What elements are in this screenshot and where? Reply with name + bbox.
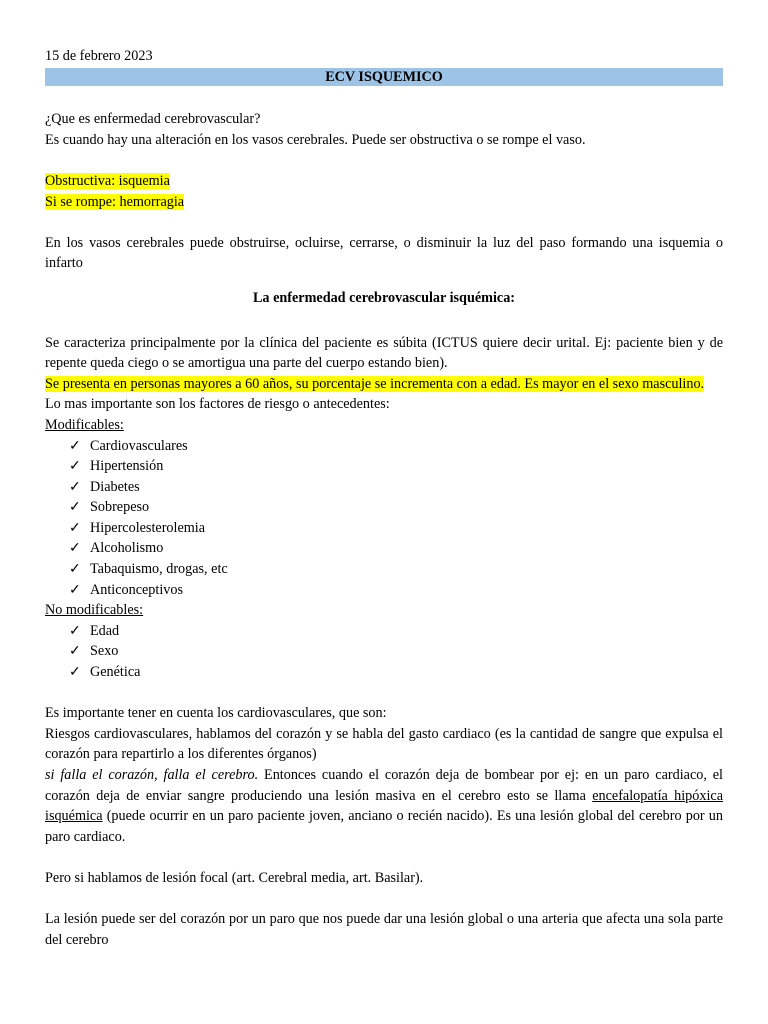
checkmark-icon: ✓	[69, 622, 81, 639]
risk-factor-item	[69, 538, 723, 559]
risk-factor-label: Anticonceptivos	[90, 581, 183, 598]
risk-factor-item	[69, 497, 723, 518]
risk-factor-label: Edad	[90, 622, 120, 639]
non-modifiable-list	[45, 621, 723, 683]
heart-text-2: (puede ocurrir en un paro paciente joven, anciano o recién nacido). Es una lesión global del cerebro por un paro cardiaco.	[45, 808, 723, 845]
checkmark-icon: ✓	[69, 478, 81, 495]
document-page	[45, 46, 723, 950]
vessels-paragraph: En los vasos cerebrales puede obstruirse, ocluirse, cerrarse, o disminuir la luz del paso formando una isquemia o infarto	[45, 234, 723, 272]
checkmark-icon: ✓	[69, 437, 81, 454]
risk-factor-item	[69, 477, 723, 498]
risk-factor-item	[69, 641, 723, 662]
checkmark-icon: ✓	[69, 581, 81, 598]
cardio-intro: Es importante tener en cuenta los cardiovasculares, que son:	[45, 705, 387, 722]
obstructive-line	[45, 171, 723, 192]
characteristic-paragraph: Se caracteriza principalmente por la clínica del paciente es súbita (ICTUS quiere decir urital. Ej: paciente bien y de repente queda ciego o se amortigua una parte del cuerpo estando bien).	[45, 334, 723, 372]
checkmark-icon: ✓	[69, 519, 81, 536]
definition-line: Es cuando hay una alteración en los vasos cerebrales. Puede ser obstructiva o se rompe el vaso.	[45, 131, 586, 148]
obstructive-highlight: Obstructiva: isquemia	[45, 172, 170, 189]
heart-failure-paragraph	[45, 765, 723, 847]
risk-factor-label: Alcoholismo	[90, 540, 164, 557]
risk-factor-label: Sexo	[90, 643, 119, 660]
non-modifiable-label: No modificables:	[45, 602, 144, 619]
age-highlight: Se presenta en personas mayores a 60 años, su porcentaje se incrementa con a edad. Es mayor en el sexo masculino.	[45, 375, 705, 392]
document-title: ECV ISQUEMICO	[45, 68, 723, 86]
risk-factor-item	[69, 621, 723, 642]
risk-factor-item	[69, 559, 723, 580]
checkmark-icon: ✓	[69, 643, 81, 660]
heart-underlined: encefalopatía hipóxica isquémica	[45, 787, 724, 825]
heart-italic: si falla el corazón, falla el cerebro.	[45, 767, 259, 783]
modifiable-list	[45, 436, 723, 601]
risk-factor-label: Tabaquismo, drogas, etc	[90, 561, 228, 578]
risk-factor-label: Hipertensión	[90, 458, 164, 475]
risk-factor-label: Diabetes	[90, 478, 140, 495]
checkmark-icon: ✓	[69, 664, 81, 681]
rupture-line	[45, 192, 723, 213]
risk-factor-item	[69, 436, 723, 457]
document-date: 15 de febrero 2023	[45, 48, 153, 64]
risk-factor-item	[69, 518, 723, 539]
risk-intro: Lo mas importante son los factores de riesgo o antecedentes:	[45, 396, 390, 413]
checkmark-icon: ✓	[69, 540, 81, 557]
age-paragraph	[45, 374, 723, 395]
risk-factor-label: Sobrepeso	[90, 499, 150, 516]
checkmark-icon: ✓	[69, 499, 81, 516]
risk-factor-label: Hipercolesterolemia	[90, 519, 206, 536]
rupture-highlight: Si se rompe: hemorragia	[45, 193, 185, 210]
checkmark-icon: ✓	[69, 561, 81, 578]
modifiable-label: Modificables:	[45, 416, 124, 433]
risk-factor-item	[69, 580, 723, 601]
final-paragraph: La lesión puede ser del corazón por un paro que nos puede dar una lesión global o una arteria que afecta una sola parte del cerebro	[45, 911, 723, 948]
focal-paragraph: Pero si hablamos de lesión focal (art. Cerebral media, art. Basilar).	[45, 869, 424, 886]
risk-factor-item	[69, 456, 723, 477]
risk-factor-label: Cardiovasculares	[90, 437, 188, 454]
heart-text-1: Entonces cuando el corazón deja de bombear por ej: en un paro cardiaco, el corazón deja de enviar sangre produciendo una lesión masiva en el cerebro esto se llama	[45, 767, 724, 804]
risk-factor-label: Genética	[90, 664, 141, 681]
cardio-risks-paragraph: Riesgos cardiovasculares, hablamos del corazón y se habla del gasto cardiaco (es la cantidad de sangre que expulsa el corazón para repartirlo a los diferentes órganos)	[45, 725, 723, 763]
checkmark-icon: ✓	[69, 458, 81, 475]
question-line: ¿Que es enfermedad cerebrovascular?	[45, 111, 261, 128]
section-heading: La enfermedad cerebrovascular isquémica:	[252, 289, 516, 306]
risk-factor-item	[69, 662, 723, 683]
